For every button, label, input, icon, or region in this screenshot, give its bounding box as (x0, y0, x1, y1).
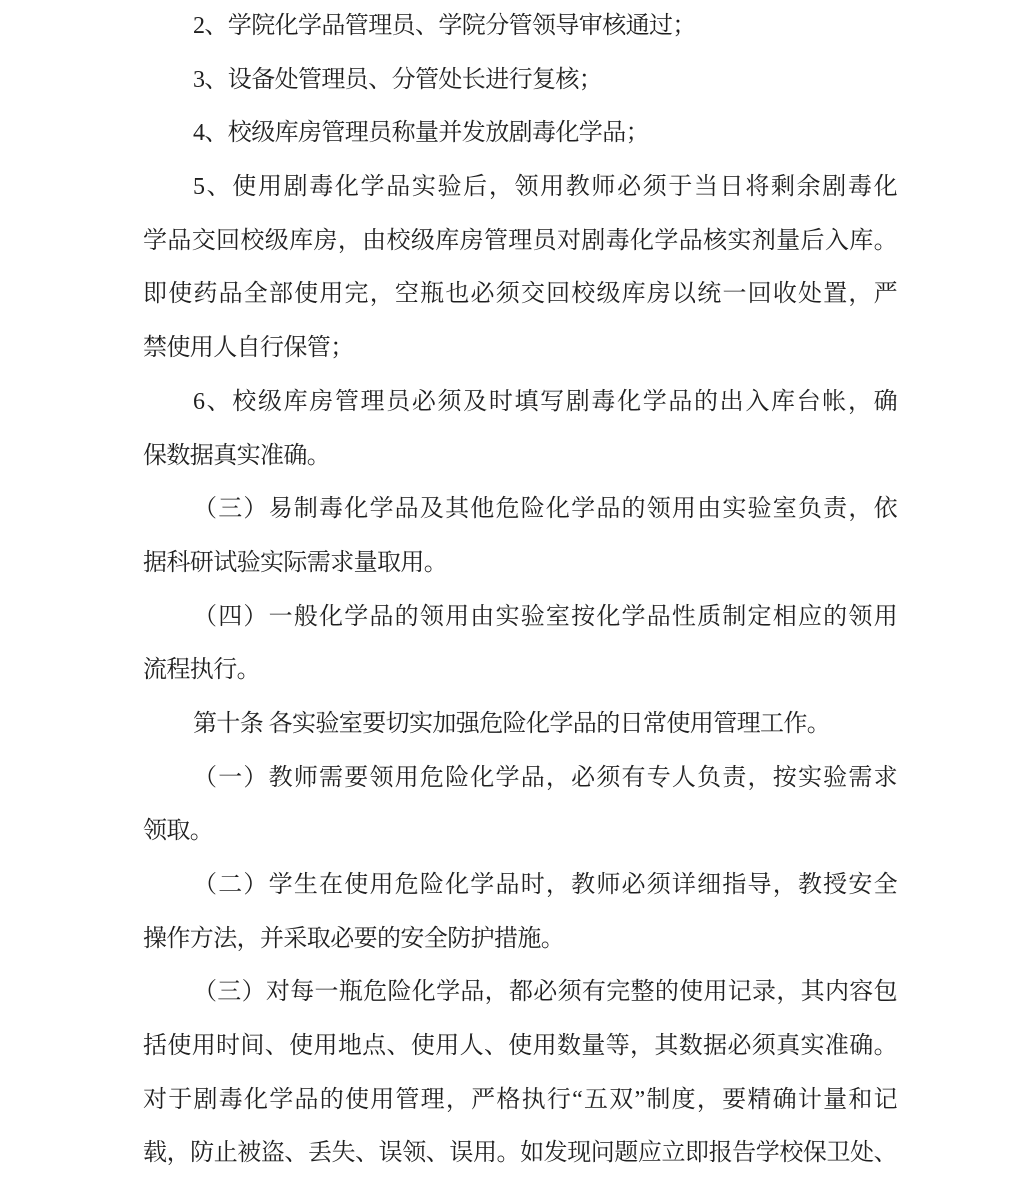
paragraph (143, 161, 897, 376)
text-line: 载，防止被盗、丢失、误领、误用。如发现问题应立即报告学校保卫处、 (143, 1140, 897, 1167)
text-line: 禁使用人自行保管； (143, 335, 354, 362)
text-line: 4、校级库房管理员称量并发放剧毒化学品； (193, 120, 649, 147)
text-line: 学品交回校级库房，由校级库房管理员对剧毒化学品核实剂量后入库。 (143, 227, 897, 254)
paragraph (143, 859, 897, 966)
paragraph (143, 591, 897, 698)
text-line: （二）学生在使用危险化学品时，教师必须详细指导，教授安全 (193, 872, 897, 898)
text-line: 即使药品全部使用完，空瓶也必须交回校级库房以统一回收处置，严 (143, 281, 897, 308)
text-line: 对于剧毒化学品的使用管理，严格执行“五双”制度，要精确计量和记 (143, 1086, 897, 1113)
paragraph (143, 966, 897, 1181)
paragraph (143, 54, 897, 108)
text-line: 6、校级库房管理员必须及时填写剧毒化学品的出入库台帐，确 (193, 388, 897, 415)
text-line: 3、设备处管理员、分管处长进行复核； (193, 66, 603, 93)
text-line: 据科研试验实际需求量取用。 (143, 549, 448, 576)
text-line: 领取。 (143, 818, 214, 845)
paragraph (143, 0, 897, 54)
text-line: （三）易制毒化学品及其他危险化学品的领用由实验室负责，依 (193, 496, 897, 523)
paragraph (143, 698, 897, 752)
text-line: 第十条 各实验室要切实加强危险化学品的日常使用管理工作。 (193, 710, 831, 737)
text-line: 括使用时间、使用地点、使用人、使用数量等，其数据必须真实准确。 (143, 1033, 897, 1060)
paragraph (143, 752, 897, 859)
paragraph (143, 107, 897, 161)
text-line: 2、学院化学品管理员、学院分管领导审核通过； (193, 13, 696, 39)
paragraph (143, 483, 897, 590)
paragraph (143, 376, 897, 483)
text-line: （一）教师需要领用危险化学品，必须有专人负责，按实验需求 (193, 764, 897, 791)
document-text (143, 0, 897, 1181)
text-line: 操作方法，并采取必要的安全防护措施。 (143, 925, 565, 952)
text-line: （三）对每一瓶危险化学品，都必须有完整的使用记录，其内容包 (193, 979, 897, 1006)
text-line: （四）一般化学品的领用由实验室按化学品性质制定相应的领用 (193, 603, 897, 630)
text-line: 保数据真实准确。 (143, 442, 331, 469)
text-line: 5、使用剧毒化学品实验后，领用教师必须于当日将剩余剧毒化 (193, 174, 897, 201)
text-line: 流程执行。 (143, 657, 260, 684)
